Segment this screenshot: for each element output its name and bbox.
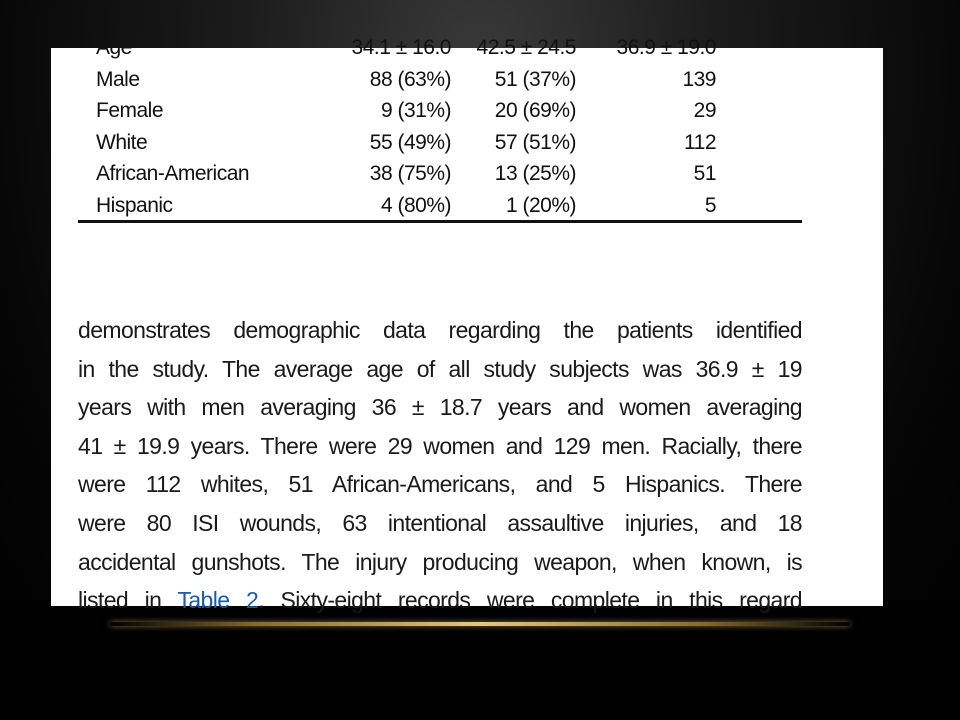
cell-total: 29 [693,99,716,122]
paragraph-line: were 80 ISI wounds, 63 intentional assaultive injuries, and 18 [78,509,802,536]
document-excerpt [51,36,883,614]
paragraph-line-last [78,581,802,620]
cell-group-b: 51 (37%) [494,67,576,91]
row-label: African-American [96,162,250,185]
paragraph-line: accidental gunshots. The injury producing weapon, when known, is [78,548,802,575]
cell-group-b: 20 (69%) [494,99,576,122]
cell-group-a: 38 (75%) [369,162,451,185]
table-row [96,32,776,64]
table-row [96,127,776,159]
cell-group-b: 57 (51%) [494,130,576,154]
cell-total: 5 [704,193,716,217]
cell-group-b: 13 (25%) [494,162,576,185]
cell-total: 51 [693,162,716,185]
row-label: White [96,130,148,154]
table-row [96,95,776,127]
row-label: Age [96,36,132,59]
cell-group-a: 88 (63%) [369,67,451,91]
cell-group-a: 34.1 ± 16.0 [351,36,451,59]
row-label: Male [96,67,140,91]
cell-group-b: 42.5 ± 24.5 [476,36,576,59]
row-label: Female [96,99,164,122]
line-suffix: . Sixty-eight records were complete in this regard [258,587,802,614]
cell-group-b: 1 (20%) [505,193,576,217]
paragraph-line: were 112 whites, 51 African-Americans, and 5 Hispanics. There [78,471,802,498]
paragraph-line: years with men averaging 36 ± 18.7 years and women averaging [78,394,802,421]
demographics-table [96,32,776,221]
paragraph-line: in the study. The average age of all study subjects was 36.9 ± 19 [78,355,802,382]
paragraph-line: demonstrates demographic data regarding the patients identified [78,317,802,343]
cell-group-a: 9 (31%) [380,99,451,122]
table-row [96,158,776,190]
row-label: Hispanic [96,193,173,217]
cell-total: 112 [684,130,716,154]
table-bottom-rule [78,220,802,223]
table-row [96,190,776,222]
cell-total: 139 [682,67,716,91]
table-2-link[interactable]: Table 2 [177,587,259,614]
table-row [96,64,776,96]
decorative-gold-divider [110,622,850,626]
line-prefix: listed in [78,587,178,614]
body-paragraph [78,311,802,620]
cell-total: 36.9 ± 19.0 [616,36,716,59]
cell-group-a: 55 (49%) [369,130,451,154]
cell-group-a: 4 (80%) [380,193,451,217]
paragraph-line: 41 ± 19.9 years. There were 29 women and 129 men. Racially, there [78,432,802,459]
